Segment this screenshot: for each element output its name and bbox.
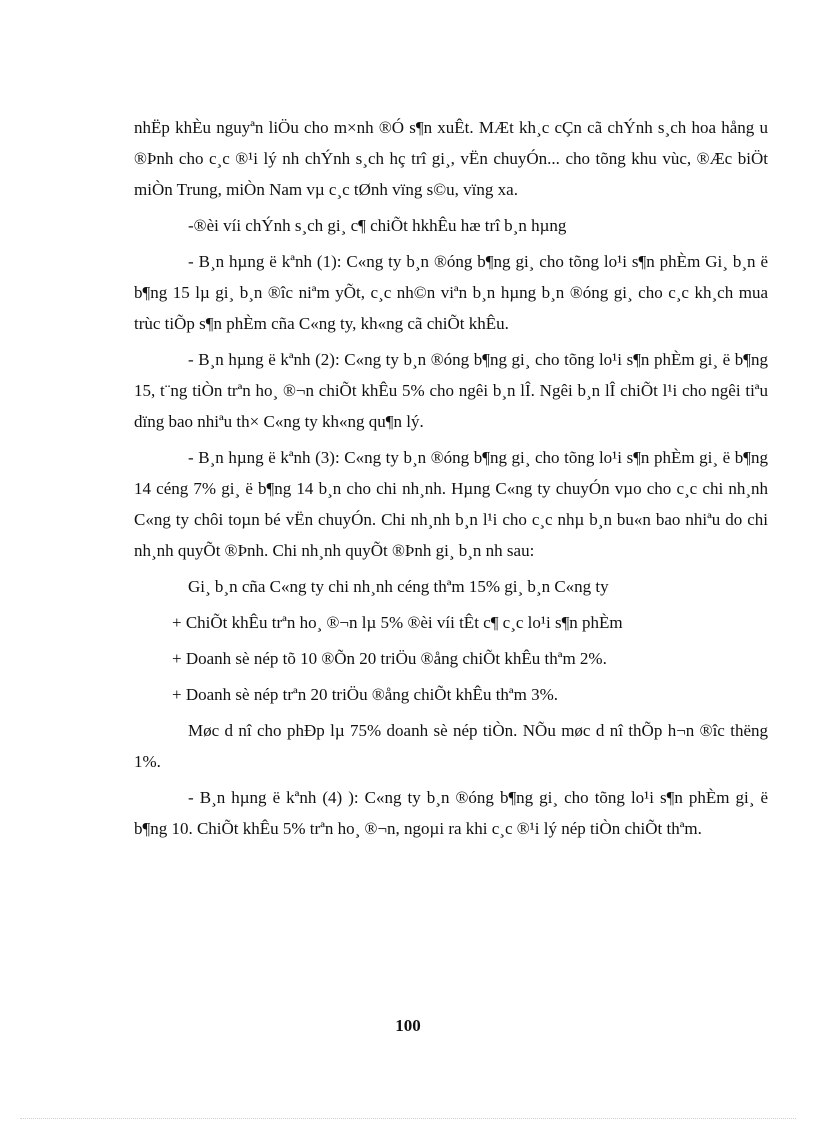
paragraph-11: - B¸n hµng ë kªnh (4) ): C«ng ty b¸n ®óng b¶ng gi¸ cho tõng lo¹i s¶n phÈm gi¸ ë b¶ng 10. ChiÕt khÊu 5% trªn ho¸ ®¬n, ngoµi ra khi c¸c ®¹i lý nép tiÒn chiÕt thªm.	[134, 788, 768, 838]
paragraph-4: - B¸n hµng ë kªnh (2): C«ng ty b¸n ®óng b¶ng gi¸ cho tõng lo¹i s¶n phÈm gi¸ ë b¶ng 15, t¨ng tiÒn trªn ho¸ ®¬n chiÕt khÊu 5% cho ngêi b¸n lÎ. Ngêi b¸n lÎ chiÕt l¹i cho ngêi tiªu dïng bao nhiªu th× C«ng ty kh«ng qu¶n lý.	[134, 350, 768, 431]
paragraph-10: Møc d nî cho phÐp lµ 75% doanh sè nép tiÒn. NÕu møc d nî thÕp h¬n ®îc thëng 1%.	[134, 721, 768, 771]
paragraph-9: + Doanh sè nép trªn 20 triÖu ®ång chiÕt khÊu thªm 3%.	[172, 685, 558, 704]
page-number: 100	[395, 1016, 421, 1035]
paragraph-6: Gi¸ b¸n cña C«ng ty chi nh¸nh céng thªm 15% gi¸ b¸n C«ng ty	[188, 577, 609, 596]
body-text	[134, 112, 768, 849]
paragraph-2: -®èi víi chÝnh s¸ch gi¸ c¶ chiÕt hkhÊu hæ trî b¸n hµng	[188, 216, 567, 235]
page-bottom-divider	[20, 1118, 796, 1119]
paragraph-3: - B¸n hµng ë kªnh (1): C«ng ty b¸n ®óng b¶ng gi¸ cho tõng lo¹i s¶n phÈm Gi¸ b¸n ë b¶ng 15 lµ gi¸ b¸n ®îc niªm yÕt, c¸c nh©n viªn b¸n hµng b¸n ®óng gi¸ cho c¸c kh¸ch mua trùc tiÕp s¶n phÈm cña C«ng ty, kh«ng cã chiÕt khÊu.	[134, 252, 768, 333]
paragraph-8: + Doanh sè nép tõ 10 ®Õn 20 triÖu ®ång chiÕt khÊu thªm 2%.	[172, 649, 607, 668]
paragraph-7: + ChiÕt khÊu trªn ho¸ ®¬n lµ 5% ®èi víi tÊt c¶ c¸c lo¹i s¶n phÈm	[172, 613, 623, 632]
paragraph-5: - B¸n hµng ë kªnh (3): C«ng ty b¸n ®óng b¶ng gi¸ cho tõng lo¹i s¶n phÈm gi¸ ë b¶ng 14 céng 7% gi¸ ë b¶ng 14 b¸n cho chi nh¸nh. Hµng C«ng ty chuyÓn vµo cho c¸c chi nh¸nh C«ng ty chôi toµn bé vËn chuyÓn. Chi nh¸nh b¸n l¹i cho c¸c nhµ b¸n bu«n bao nhiªu do chi nh¸nh quyÕt ®Þnh. Chi nh¸nh quyÕt ®Þnh gi¸ b¸n nh sau:	[134, 448, 768, 560]
paragraph-1: nhËp khÈu nguyªn liÖu cho m×nh ®Ó s¶n xuÊt. MÆt kh¸c cÇn cã chÝnh s¸ch hoa hång u ®Þnh cho c¸c ®¹i lý nh chÝnh s¸ch hç trî gi¸, vËn chuyÓn... cho tõng khu vùc, ®Æc biÖt miÒn Trung, miÒn Nam vµ c¸c tØnh vïng s©u, vïng xa.	[134, 118, 768, 199]
